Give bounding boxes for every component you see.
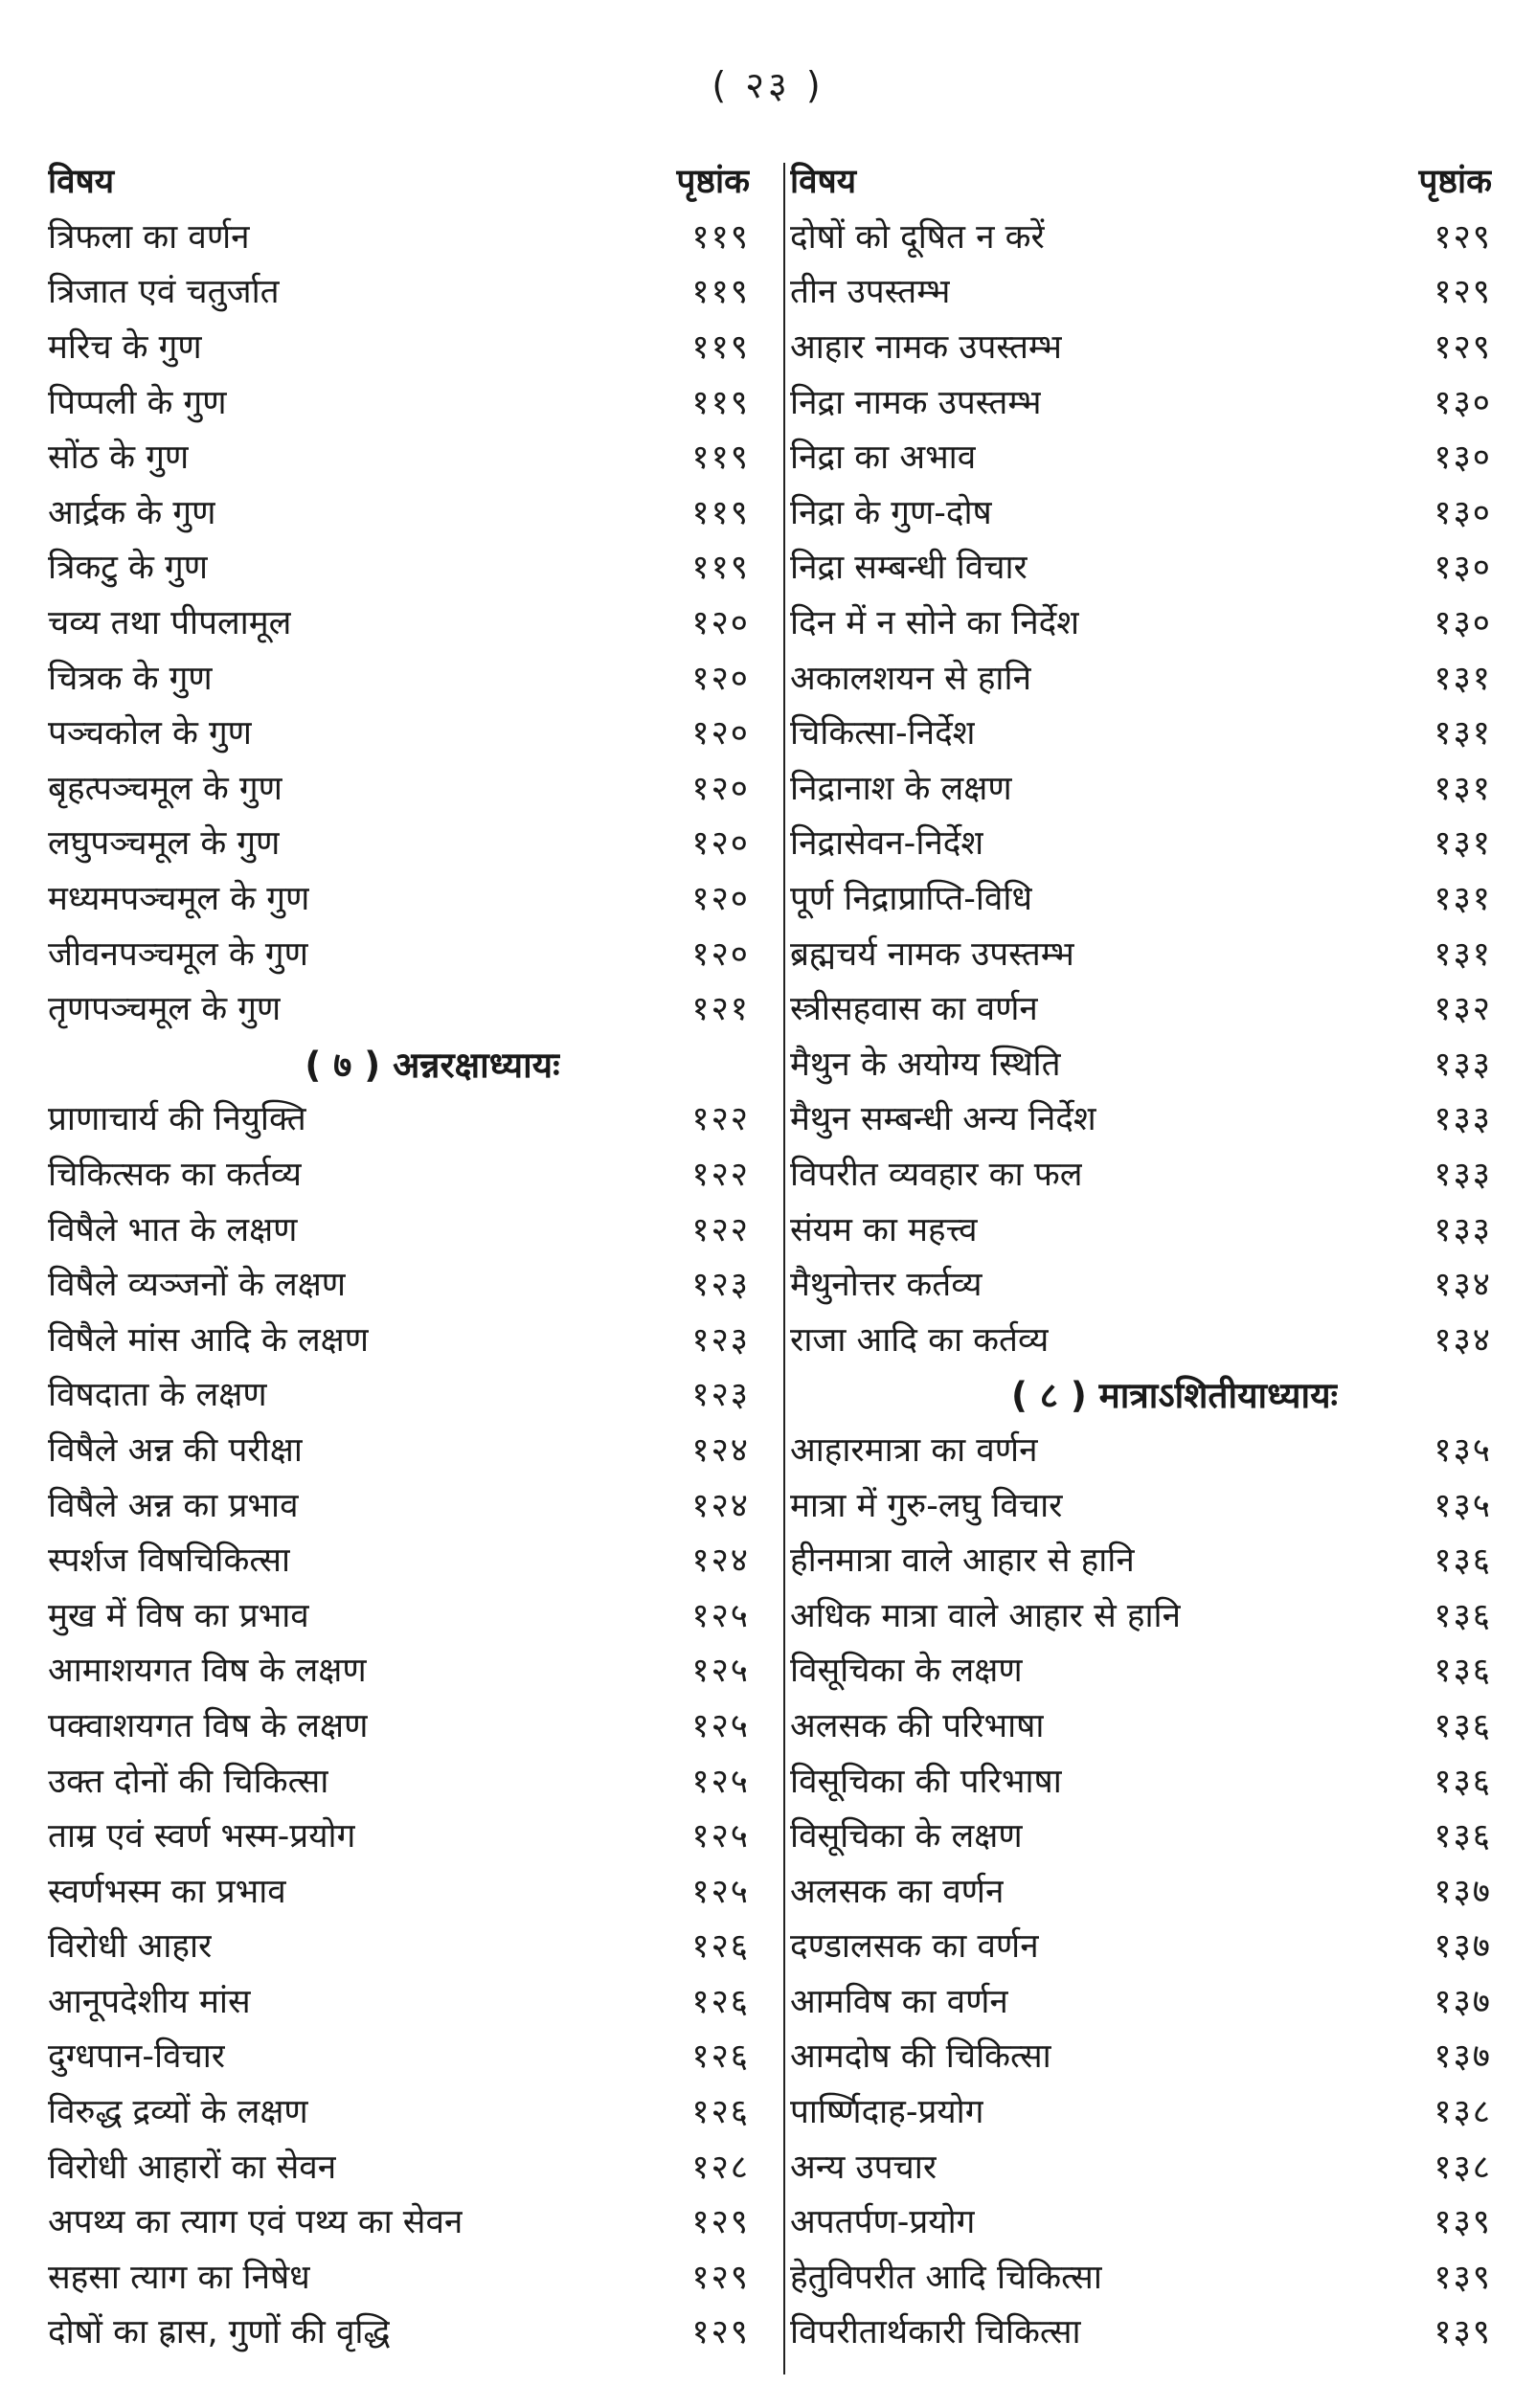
entry-title: मैथुनोत्तर कर्तव्य <box>790 1266 983 1305</box>
toc-entry <box>48 1146 750 1202</box>
entry-page: १३३ <box>1434 1100 1492 1139</box>
entry-page: १२८ <box>691 2148 750 2187</box>
entry-title: आनूपदेशीय मांस <box>48 1982 251 2021</box>
entry-title: विषैले भात के लक्षण <box>48 1210 298 1249</box>
section-title: ( ८ ) मात्राऽशितीयाध्यायः <box>1010 1375 1339 1417</box>
toc-entry <box>790 1973 1492 2029</box>
entry-title: आमाशयगत विष के लक्षण <box>48 1652 367 1691</box>
entry-title: आर्द्रक के गुण <box>48 493 216 532</box>
section-heading <box>48 1036 750 1091</box>
toc-entry <box>48 1476 750 1532</box>
entry-page: १२० <box>691 824 750 864</box>
entry-page: १२३ <box>691 1320 750 1360</box>
entry-page: १२५ <box>691 1706 750 1745</box>
toc-entry <box>790 429 1492 484</box>
entry-page: ११९ <box>691 439 750 478</box>
toc-entry <box>48 1973 750 2029</box>
entry-page: १२० <box>691 880 750 919</box>
toc-entry <box>790 2028 1492 2083</box>
toc-entry <box>48 595 750 650</box>
toc-entry <box>48 1201 750 1256</box>
toc-entry <box>790 2304 1492 2359</box>
toc-entry <box>790 595 1492 650</box>
entry-page: १२० <box>691 934 750 974</box>
entry-page: ११९ <box>691 383 750 422</box>
entry-title: स्वर्णभस्म का प्रभाव <box>48 1872 286 1911</box>
toc-entry <box>790 1698 1492 1753</box>
subject-header: विषय <box>48 163 115 202</box>
entry-page: १३० <box>1434 493 1492 532</box>
entry-title: विरुद्ध द्रव्यों के लक्षण <box>48 2093 308 2132</box>
entry-page: १२५ <box>691 1652 750 1691</box>
entry-page: १३६ <box>1434 1817 1492 1857</box>
entry-title: बृहत्पञ्चमूल के गुण <box>48 769 282 808</box>
entry-page: १३६ <box>1434 1762 1492 1801</box>
entry-title: स्पर्शज विषचिकित्सा <box>48 1542 291 1581</box>
toc-entry <box>48 1256 750 1312</box>
toc-entry <box>48 2083 750 2139</box>
toc-entry <box>790 1256 1492 1312</box>
entry-page: १३४ <box>1434 1266 1492 1305</box>
toc-entry <box>48 1642 750 1698</box>
page-number: ( २३ ) <box>712 64 824 106</box>
toc-entry <box>790 1752 1492 1808</box>
entry-page: १३९ <box>1434 2313 1492 2352</box>
toc-entry <box>48 1532 750 1587</box>
entry-page: १२५ <box>691 1762 750 1801</box>
toc-entry <box>48 870 750 926</box>
entry-page: १२९ <box>1434 273 1492 312</box>
toc-entry <box>790 760 1492 816</box>
entry-page: १३७ <box>1434 2037 1492 2077</box>
toc-entry <box>48 1862 750 1918</box>
entry-page: १३० <box>1434 549 1492 588</box>
entry-page: १२६ <box>691 1982 750 2021</box>
toc-entry <box>790 980 1492 1036</box>
entry-title: मैथुन के अयोग्य स्थिति <box>790 1045 1061 1084</box>
right-column <box>790 153 1492 2359</box>
entry-title: दण्डालसक का वर्णन <box>790 1927 1039 1967</box>
toc-entry <box>790 1091 1492 1146</box>
toc-entry <box>790 815 1492 870</box>
toc-entry <box>48 1091 750 1146</box>
entry-page: १३६ <box>1434 1652 1492 1691</box>
entry-page: १३२ <box>1434 990 1492 1029</box>
entry-page: १२९ <box>691 2258 750 2297</box>
toc-entry <box>48 2304 750 2359</box>
toc-entry <box>48 1311 750 1366</box>
entry-title: चिकित्सा-निर्देश <box>790 714 976 754</box>
entry-page: १३८ <box>1434 2093 1492 2132</box>
column-header <box>790 153 1492 209</box>
entry-page: १३५ <box>1434 1430 1492 1470</box>
entry-title: मात्रा में गुरु-लघु विचार <box>790 1486 1063 1525</box>
toc-entry <box>790 1918 1492 1973</box>
entry-page: ११९ <box>691 549 750 588</box>
toc-entry <box>790 2138 1492 2194</box>
entry-page: ११९ <box>691 493 750 532</box>
entry-page: १२९ <box>1434 328 1492 368</box>
entry-page: १३३ <box>1434 1155 1492 1194</box>
entry-page: १३१ <box>1434 824 1492 864</box>
toc-entry <box>48 980 750 1036</box>
entry-title: ब्रह्मचर्य नामक उपस्तम्भ <box>790 934 1074 974</box>
entry-page: १२२ <box>691 1210 750 1249</box>
toc-entry <box>48 2138 750 2194</box>
entry-title: अपथ्य का त्याग एवं पथ्य का सेवन <box>48 2203 463 2242</box>
entry-page: १२० <box>691 714 750 754</box>
entry-title: विषैले व्यञ्जनों के लक्षण <box>48 1266 347 1305</box>
entry-page: १२० <box>691 604 750 643</box>
entry-title: मरिच के गुण <box>48 328 202 368</box>
entry-title: विपरीत व्यवहार का फल <box>790 1155 1083 1194</box>
toc-entry <box>790 373 1492 429</box>
entry-page: १२४ <box>691 1430 750 1470</box>
toc-entry <box>48 1918 750 1973</box>
toc-entry <box>790 209 1492 264</box>
entry-title: विसूचिका के लक्षण <box>790 1817 1023 1857</box>
entry-page: १२४ <box>691 1542 750 1581</box>
entry-title: त्रिजात एवं चतुर्जात <box>48 273 280 312</box>
entry-page: १३६ <box>1434 1542 1492 1581</box>
entry-page: १२५ <box>691 1596 750 1635</box>
toc-entry <box>48 539 750 595</box>
entry-title: दोषों को दूषित न करें <box>790 217 1045 257</box>
toc-entry <box>48 484 750 540</box>
entry-title: विरोधी आहार <box>48 1927 213 1967</box>
entry-title: पञ्चकोल के गुण <box>48 714 252 754</box>
entry-page: १३६ <box>1434 1706 1492 1745</box>
entry-title: आमदोष की चिकित्सा <box>790 2037 1051 2077</box>
subject-header: विषय <box>790 163 857 202</box>
entry-page: १३१ <box>1434 769 1492 808</box>
toc-entry <box>790 1422 1492 1477</box>
entry-page: १३१ <box>1434 714 1492 754</box>
entry-title: अपतर्पण-प्रयोग <box>790 2203 976 2242</box>
entry-page: १३३ <box>1434 1210 1492 1249</box>
toc-entry <box>790 1642 1492 1698</box>
entry-page: १३० <box>1434 439 1492 478</box>
entry-title: चित्रक के गुण <box>48 659 213 698</box>
entry-page: १३६ <box>1434 1596 1492 1635</box>
toc-entry <box>48 1752 750 1808</box>
entry-page: १२३ <box>691 1266 750 1305</box>
entry-title: निद्रा का अभाव <box>790 439 977 478</box>
entry-page: ११९ <box>691 217 750 257</box>
entry-page: १३९ <box>1434 2203 1492 2242</box>
entry-title: चिकित्सक का कर्तव्य <box>48 1155 303 1194</box>
toc-entry <box>790 1146 1492 1202</box>
entry-page: १२९ <box>691 2313 750 2352</box>
entry-title: दोषों का ह्रास, गुणों की वृद्धि <box>48 2313 391 2352</box>
entry-title: विसूचिका के लक्षण <box>790 1652 1023 1691</box>
entry-page: १३७ <box>1434 1927 1492 1967</box>
toc-entry <box>790 705 1492 760</box>
toc-entry <box>48 1587 750 1642</box>
entry-title: हेतुविपरीत आदि चिकित्सा <box>790 2258 1102 2297</box>
entry-page: १२० <box>691 659 750 698</box>
toc-entry <box>48 760 750 816</box>
entry-title: निद्रा के गुण-दोष <box>790 493 992 532</box>
toc-entry <box>48 1698 750 1753</box>
entry-title: विषैले मांस आदि के लक्षण <box>48 1320 370 1360</box>
toc-entry <box>790 1311 1492 1366</box>
entry-page: १२२ <box>691 1100 750 1139</box>
entry-page: १३१ <box>1434 880 1492 919</box>
toc-entry <box>790 484 1492 540</box>
toc-entry <box>790 2083 1492 2139</box>
entry-page: १२१ <box>691 990 750 1029</box>
entry-title: सोंठ के गुण <box>48 439 190 478</box>
left-entries <box>48 209 750 2359</box>
entry-title: तीन उपस्तम्भ <box>790 273 951 312</box>
column-divider <box>783 163 785 2374</box>
contents-table <box>48 153 1492 2384</box>
toc-entry <box>790 1587 1492 1642</box>
toc-entry <box>48 373 750 429</box>
toc-entry <box>48 319 750 374</box>
entry-title: पिप्पली के गुण <box>48 383 227 422</box>
toc-entry <box>790 649 1492 705</box>
entry-title: अलसक का वर्णन <box>790 1872 1005 1911</box>
entry-page: १३० <box>1434 604 1492 643</box>
toc-entry <box>790 2249 1492 2305</box>
entry-title: अलसक की परिभाषा <box>790 1706 1045 1745</box>
toc-entry <box>48 209 750 264</box>
entry-title: आहार नामक उपस्तम्भ <box>790 328 1063 368</box>
entry-page: १३५ <box>1434 1486 1492 1525</box>
toc-entry <box>790 1201 1492 1256</box>
toc-entry <box>48 263 750 319</box>
entry-title: पक्वाशयगत विष के लक्षण <box>48 1706 369 1745</box>
entry-page: १३१ <box>1434 659 1492 698</box>
entry-title: निद्रा सम्बन्धी विचार <box>790 549 1028 588</box>
entry-title: सहसा त्याग का निषेध <box>48 2258 310 2297</box>
entry-page: १२५ <box>691 1817 750 1857</box>
entry-title: निद्रा नामक उपस्तम्भ <box>790 383 1042 422</box>
entry-page: १२२ <box>691 1155 750 1194</box>
entry-page: १३० <box>1434 383 1492 422</box>
toc-entry <box>790 925 1492 980</box>
entry-title: जीवनपञ्चमूल के गुण <box>48 934 308 974</box>
entry-title: विपरीतार्थकारी चिकित्सा <box>790 2313 1081 2352</box>
entry-title: निद्रानाश के लक्षण <box>790 769 1012 808</box>
entry-title: विषैले अन्न का प्रभाव <box>48 1486 299 1525</box>
entry-page: १२४ <box>691 1486 750 1525</box>
entry-title: मध्यमपञ्चमूल के गुण <box>48 880 310 919</box>
toc-entry <box>48 705 750 760</box>
entry-title: त्रिफला का वर्णन <box>48 217 250 257</box>
entry-title: विषदाता के लक्षण <box>48 1376 267 1415</box>
entry-page: १२० <box>691 769 750 808</box>
toc-entry <box>790 1476 1492 1532</box>
entry-page: १३७ <box>1434 1982 1492 2021</box>
entry-page: १३४ <box>1434 1320 1492 1360</box>
toc-entry <box>790 1862 1492 1918</box>
toc-entry <box>48 649 750 705</box>
toc-entry <box>790 1808 1492 1863</box>
entry-title: निद्रासेवन-निर्देश <box>790 824 984 864</box>
toc-entry <box>790 263 1492 319</box>
toc-entry <box>48 925 750 980</box>
entry-title: अकालशयन से हानि <box>790 659 1031 698</box>
toc-entry <box>790 870 1492 926</box>
entry-title: मुख में विष का प्रभाव <box>48 1596 309 1635</box>
entry-page: १२९ <box>1434 217 1492 257</box>
page-header: पृष्ठांक <box>1418 163 1492 202</box>
entry-page: १३९ <box>1434 2258 1492 2297</box>
entry-title: चव्य तथा पीपलामूल <box>48 604 292 643</box>
toc-entry <box>790 1036 1492 1091</box>
toc-entry <box>48 2028 750 2083</box>
entry-title: स्त्रीसहवास का वर्णन <box>790 990 1038 1029</box>
entry-title: हीनमात्रा वाले आहार से हानि <box>790 1542 1135 1581</box>
entry-page: १३१ <box>1434 934 1492 974</box>
toc-entry <box>48 1808 750 1863</box>
entry-title: मैथुन सम्बन्धी अन्य निर्देश <box>790 1100 1096 1139</box>
entry-title: आमविष का वर्णन <box>790 1982 1008 2021</box>
entry-page: १३३ <box>1434 1045 1492 1084</box>
toc-entry <box>790 539 1492 595</box>
toc-entry <box>48 1366 750 1422</box>
entry-title: पार्ष्णिदाह-प्रयोग <box>790 2093 984 2132</box>
entry-title: राजा आदि का कर्तव्य <box>790 1320 1050 1360</box>
entry-page: १३८ <box>1434 2148 1492 2187</box>
entry-title: संयम का महत्त्व <box>790 1210 978 1249</box>
entry-page: १२३ <box>691 1376 750 1415</box>
entry-title: उक्त दोनों की चिकित्सा <box>48 1762 329 1801</box>
toc-entry <box>48 1422 750 1477</box>
entry-title: पूर्ण निद्राप्राप्ति-विधि <box>790 880 1032 919</box>
entry-page: ११९ <box>691 328 750 368</box>
toc-entry <box>790 1532 1492 1587</box>
right-entries <box>790 209 1492 2359</box>
entry-title: आहारमात्रा का वर्णन <box>790 1430 1038 1470</box>
toc-entry <box>48 429 750 484</box>
toc-entry <box>48 815 750 870</box>
entry-title: लघुपञ्चमूल के गुण <box>48 824 281 864</box>
toc-entry <box>790 319 1492 374</box>
toc-entry <box>48 2194 750 2249</box>
entry-title: दिन में न सोने का निर्देश <box>790 604 1080 643</box>
entry-page: १३७ <box>1434 1872 1492 1911</box>
entry-title: विषैले अन्न की परीक्षा <box>48 1430 303 1470</box>
section-title: ( ७ ) अन्नरक्षाध्यायः <box>305 1044 560 1086</box>
entry-title: प्राणाचार्य की नियुक्ति <box>48 1100 306 1139</box>
page-header: पृष्ठांक <box>676 163 750 202</box>
toc-entry <box>48 2249 750 2305</box>
entry-page: ११९ <box>691 273 750 312</box>
entry-title: दुग्धपान-विचार <box>48 2037 226 2077</box>
entry-page: १२५ <box>691 1872 750 1911</box>
entry-title: अन्य उपचार <box>790 2148 937 2187</box>
entry-page: १२६ <box>691 2093 750 2132</box>
entry-title: अधिक मात्रा वाले आहार से हानि <box>790 1596 1182 1635</box>
entry-page: १२९ <box>691 2203 750 2242</box>
section-heading <box>790 1366 1492 1422</box>
toc-entry <box>790 2194 1492 2249</box>
entry-title: तृणपञ्चमूल के गुण <box>48 990 282 1029</box>
entry-title: त्रिकटु के गुण <box>48 549 209 588</box>
entry-title: ताम्र एवं स्वर्ण भस्म-प्रयोग <box>48 1817 356 1857</box>
entry-page: १२६ <box>691 1927 750 1967</box>
column-header <box>48 153 750 209</box>
entry-page: १२६ <box>691 2037 750 2077</box>
entry-title: विसूचिका की परिभाषा <box>790 1762 1062 1801</box>
entry-title: विरोधी आहारों का सेवन <box>48 2148 337 2187</box>
left-column <box>48 153 750 2359</box>
